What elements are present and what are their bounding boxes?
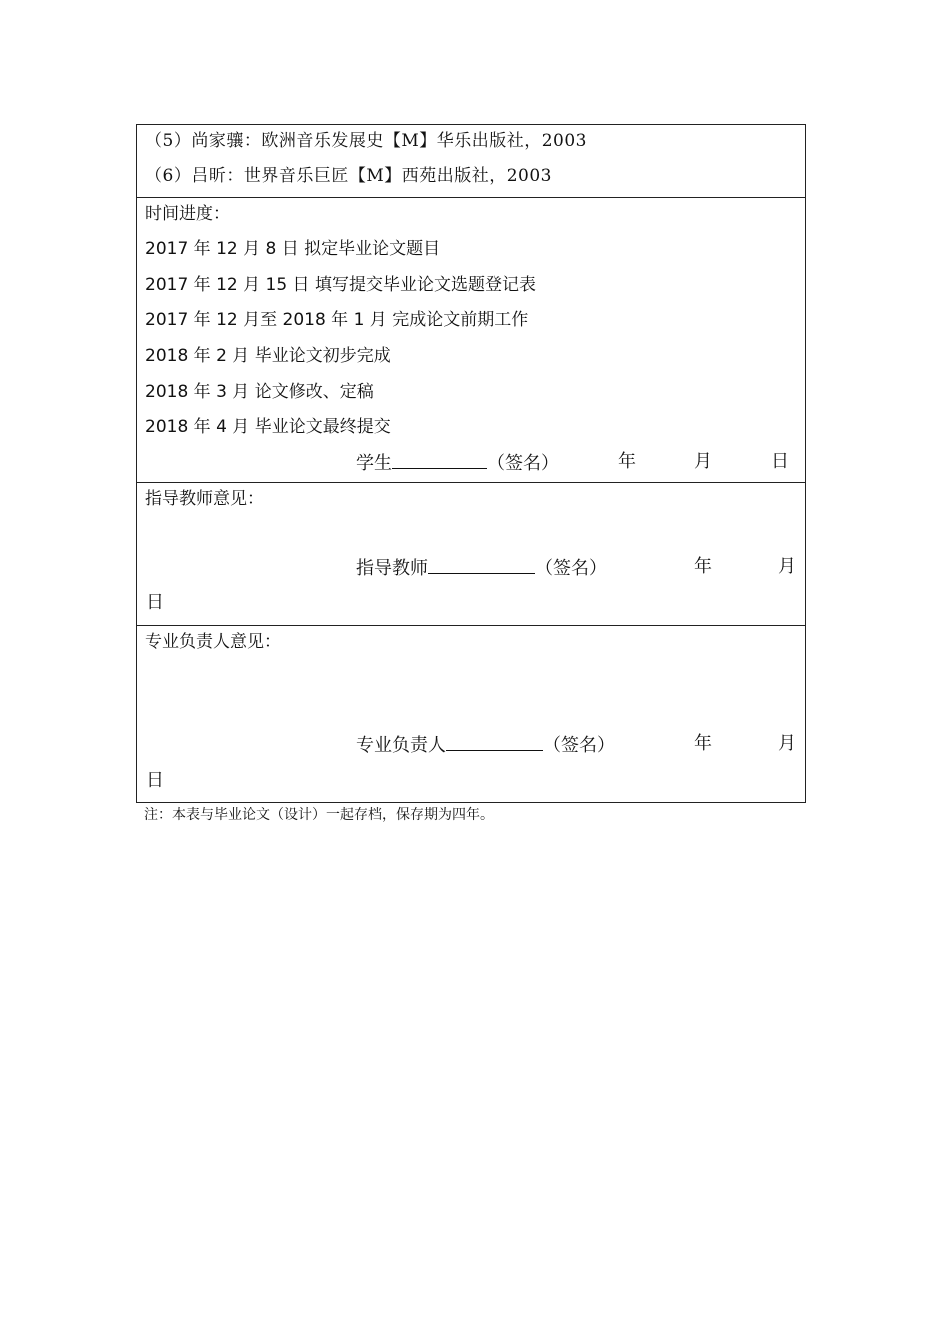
advisor-opinion-section	[137, 482, 805, 625]
signature-blank[interactable]	[392, 450, 487, 469]
reference-item: （5）尚家骧：欧洲音乐发展史【M】华乐出版社，2003	[145, 131, 587, 151]
head-signature-line	[356, 732, 615, 758]
day-label: 日	[146, 770, 164, 791]
month-label: 月	[778, 556, 796, 577]
signature-suffix: （签名）	[543, 735, 615, 756]
reference-item: （6）吕昕：世界音乐巨匠【M】西苑出版社，2003	[145, 166, 552, 186]
registration-form-table	[136, 124, 806, 803]
schedule-item: 2018 年 4 月 毕业论文最终提交	[145, 417, 391, 437]
schedule-item: 2017 年 12 月至 2018 年 1 月 完成论文前期工作	[145, 310, 529, 330]
signature-blank[interactable]	[428, 555, 535, 574]
footnote: 注：本表与毕业论文（设计）一起存档，保存期为四年。	[144, 807, 494, 823]
schedule-section	[137, 197, 805, 482]
year-label: 年	[694, 733, 712, 754]
signature-label: 指导教师	[356, 558, 428, 579]
year-label: 年	[618, 451, 636, 472]
head-opinion-section	[137, 625, 805, 802]
schedule-item: 2018 年 2 月 毕业论文初步完成	[145, 346, 391, 366]
signature-label: 学生	[356, 453, 392, 474]
schedule-heading: 时间进度：	[145, 204, 230, 224]
signature-label: 专业负责人	[356, 735, 446, 756]
month-label: 月	[694, 451, 712, 472]
references-section	[137, 125, 805, 197]
signature-suffix: （签名）	[487, 453, 559, 474]
month-label: 月	[778, 733, 796, 754]
year-label: 年	[694, 556, 712, 577]
student-signature-line	[356, 450, 559, 476]
schedule-item: 2017 年 12 月 8 日 拟定毕业论文题目	[145, 239, 441, 259]
advisor-heading: 指导教师意见：	[145, 489, 264, 509]
advisor-signature-line	[356, 555, 607, 581]
head-heading: 专业负责人意见：	[145, 632, 281, 652]
schedule-item: 2017 年 12 月 15 日 填写提交毕业论文选题登记表	[145, 275, 536, 295]
signature-blank[interactable]	[446, 732, 543, 751]
schedule-item: 2018 年 3 月 论文修改、定稿	[145, 382, 374, 402]
day-label: 日	[771, 451, 789, 472]
day-label: 日	[146, 592, 164, 613]
signature-suffix: （签名）	[535, 558, 607, 579]
